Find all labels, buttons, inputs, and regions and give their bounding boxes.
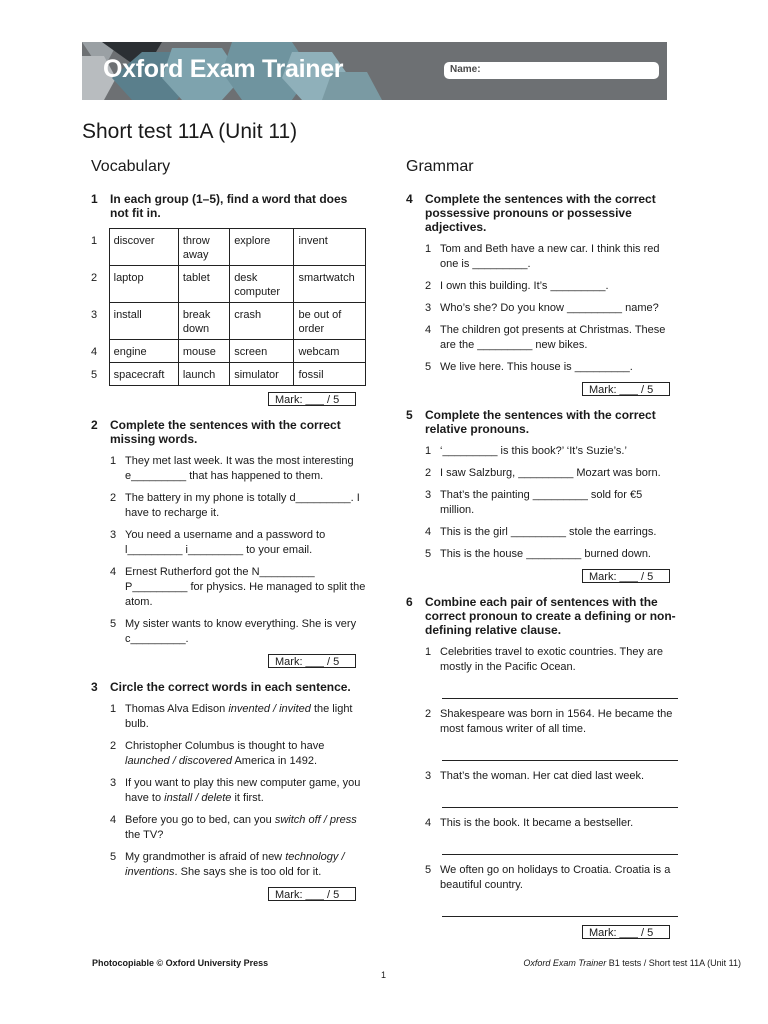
word-cell[interactable]: invent	[294, 229, 366, 266]
list-item	[110, 491, 366, 521]
row-number: 5	[91, 368, 98, 381]
item-number: 3	[110, 529, 117, 541]
item-number: 5	[425, 864, 432, 876]
word-cell[interactable]: break down	[178, 303, 229, 340]
item-number: 4	[425, 324, 432, 336]
footer-book-title: Oxford Exam Trainer	[523, 958, 607, 968]
list-item	[425, 488, 678, 518]
item-number: 3	[110, 777, 117, 789]
item-text: We live here. This house is _________.	[440, 361, 633, 373]
sentence-end: America in 1492.	[232, 755, 318, 767]
list-item	[425, 242, 678, 272]
item-number: 3	[425, 770, 432, 782]
answer-line[interactable]	[442, 682, 678, 699]
item-text	[125, 850, 366, 880]
vocabulary-column	[91, 158, 366, 913]
task-1-instruction	[91, 192, 366, 220]
item-text: The battery in my phone is totally d_________. I have to recharge it.	[125, 492, 360, 519]
brand-title: Oxford Exam Trainer	[103, 55, 344, 83]
task-2-items	[110, 454, 366, 647]
item-number: 5	[425, 361, 432, 373]
item-text: ‘_________ is this book?’ ‘It’s Suzie’s.’	[440, 445, 627, 457]
item-text: You need a username and a password to l_________ i_________ to your email.	[125, 529, 326, 556]
task-2-instruction	[91, 418, 366, 446]
answer-line[interactable]	[442, 838, 678, 855]
footer-copyright: Photocopiable © Oxford University Press	[92, 958, 269, 968]
list-item	[425, 444, 678, 459]
task-5-items	[425, 444, 678, 562]
word-cell[interactable]: simulator	[230, 363, 294, 386]
name-field[interactable]	[444, 62, 659, 79]
mark-box[interactable]: Mark: ___ / 5	[268, 392, 356, 406]
task-4-items	[425, 242, 678, 375]
name-label: Name:	[450, 64, 481, 75]
list-item	[425, 707, 678, 737]
task-text: Complete the sentences with the correct missing words.	[110, 418, 341, 446]
task-6-instruction	[406, 595, 678, 637]
item-text: Shakespeare was born in 1564. He became the most famous writer of all time.	[440, 708, 673, 735]
vocabulary-heading: Vocabulary	[91, 158, 171, 175]
task-text: In each group (1–5), find a word that does not fit in.	[110, 192, 348, 220]
list-item	[425, 863, 678, 893]
item-number: 4	[425, 526, 432, 538]
task-number: 6	[406, 595, 413, 609]
footer-test-info: B1 tests / Short test 11A (Unit 11)	[606, 958, 741, 968]
item-text: This is the girl _________ stole the earrings.	[440, 526, 657, 538]
list-item	[110, 528, 366, 558]
table-row	[91, 229, 366, 266]
item-number: 2	[110, 740, 117, 752]
item-number: 1	[425, 243, 432, 255]
sentence-start: Christopher Columbus is thought to have	[125, 740, 325, 752]
word-cell[interactable]: screen	[230, 340, 294, 363]
list-item	[110, 739, 366, 769]
task-3-items	[110, 702, 366, 880]
vocabulary-table	[91, 228, 366, 386]
item-text: That’s the painting _________ sold for €5 million.	[440, 489, 643, 516]
item-number: 2	[110, 492, 117, 504]
word-cell[interactable]: throw away	[178, 229, 229, 266]
item-text: Tom and Beth have a new car. I think this red one is _________.	[440, 243, 660, 270]
item-text	[125, 702, 366, 732]
word-cell[interactable]: webcam	[294, 340, 366, 363]
mark-box[interactable]: Mark: ___ / 5	[582, 925, 670, 939]
item-number: 4	[425, 817, 432, 829]
list-item	[110, 776, 366, 806]
word-choice[interactable]: switch off / press	[274, 814, 357, 826]
sentence-end: it first.	[231, 792, 264, 804]
sentence-start: My grandmother is afraid of new	[125, 851, 286, 863]
item-text: My sister wants to know everything. She is very c_________.	[125, 618, 357, 645]
word-cell[interactable]: smartwatch	[294, 266, 366, 303]
task-5-instruction	[406, 408, 678, 436]
item-number: 4	[110, 814, 117, 826]
item-number: 2	[425, 280, 432, 292]
grammar-column	[406, 158, 678, 951]
list-item	[425, 466, 678, 481]
task-number: 5	[406, 408, 413, 422]
item-number: 3	[425, 489, 432, 501]
item-number: 2	[425, 467, 432, 479]
item-text: This is the book. It became a bestseller.	[440, 817, 634, 829]
item-number: 3	[425, 302, 432, 314]
task-number: 3	[91, 680, 98, 694]
word-choice[interactable]: install / delete	[164, 792, 232, 804]
list-item	[425, 645, 678, 675]
answer-line[interactable]	[442, 744, 678, 761]
item-number: 4	[110, 566, 117, 578]
sentence-end: . She says she is too old for it.	[174, 866, 322, 878]
table-row	[91, 363, 366, 386]
sentence-start: Thomas Alva Edison	[125, 703, 229, 715]
list-item	[110, 813, 366, 843]
list-item	[110, 850, 366, 880]
word-cell[interactable]: desk computer	[230, 266, 294, 303]
word-choice[interactable]: launched / discovered	[125, 755, 233, 767]
list-item	[425, 769, 678, 784]
answer-line[interactable]	[442, 900, 678, 917]
item-text	[125, 739, 366, 769]
item-text: Celebrities travel to exotic countries. They are mostly in the Pacific Ocean.	[440, 646, 663, 673]
item-number: 1	[110, 703, 117, 715]
list-item	[425, 525, 678, 540]
word-cell[interactable]: launch	[178, 363, 229, 386]
item-number: 1	[110, 455, 117, 467]
table-row	[91, 266, 366, 303]
mark-box[interactable]: Mark: ___ / 5	[268, 654, 356, 668]
task-text: Combine each pair of sentences with the correct pronoun to create a defining or non-defining relative clause.	[425, 595, 676, 637]
list-item	[425, 547, 678, 562]
row-number: 1	[91, 234, 98, 247]
list-item	[110, 565, 366, 610]
task-6-items	[425, 645, 678, 917]
sentence-start: If you want to play this new computer game, you have to	[125, 777, 361, 804]
item-text: We often go on holidays to Croatia. Croatia is a beautiful country.	[440, 864, 671, 891]
footer-source	[523, 958, 741, 968]
mark-box[interactable]: Mark: ___ / 5	[582, 382, 670, 396]
word-cell[interactable]: explore	[230, 229, 294, 266]
item-number: 5	[110, 851, 117, 863]
list-item	[110, 702, 366, 732]
row-number: 3	[91, 308, 98, 321]
row-number: 4	[91, 345, 98, 358]
item-number: 1	[425, 445, 432, 457]
header-banner	[82, 42, 667, 100]
task-4-instruction	[406, 192, 678, 234]
item-number: 1	[425, 646, 432, 658]
item-text: I saw Salzburg, _________ Mozart was born.	[440, 467, 661, 479]
sentence-start: Before you go to bed, can you	[125, 814, 275, 826]
list-item	[425, 323, 678, 353]
word-cell[interactable]: laptop	[109, 266, 178, 303]
word-cell[interactable]: fossil	[294, 363, 366, 386]
task-3-instruction	[91, 680, 366, 694]
item-text: Who’s she? Do you know _________ name?	[440, 302, 659, 314]
mark-box[interactable]: Mark: ___ / 5	[268, 887, 356, 901]
item-text: They met last week. It was the most interesting e_________ that has happened to them.	[125, 455, 354, 482]
item-text: The children got presents at Christmas. These are the _________ new bikes.	[440, 324, 666, 351]
task-number: 1	[91, 192, 98, 206]
word-choice[interactable]: technology / inventions	[125, 851, 345, 878]
page-title: Short test 11A (Unit 11)	[82, 120, 298, 143]
item-text: Ernest Rutherford got the N_________ P_________ for physics. He managed to split the atom.	[125, 566, 366, 608]
row-number: 2	[91, 271, 98, 284]
word-cell[interactable]: install	[109, 303, 178, 340]
task-number: 2	[91, 418, 98, 432]
list-item	[425, 301, 678, 316]
item-text	[125, 813, 366, 843]
table-row	[91, 340, 366, 363]
item-text	[125, 776, 366, 806]
task-text: Complete the sentences with the correct possessive pronouns or possessive adjectives.	[425, 192, 656, 234]
list-item	[425, 816, 678, 831]
task-text: Complete the sentences with the correct relative pronouns.	[425, 408, 656, 436]
item-text: I own this building. It’s _________.	[440, 280, 609, 292]
item-text: This is the house _________ burned down.	[440, 548, 651, 560]
sentence-end: the TV?	[125, 829, 164, 841]
sentence-end: the light bulb.	[125, 703, 353, 730]
table-row	[91, 303, 366, 340]
list-item	[110, 454, 366, 484]
item-number: 5	[110, 618, 117, 630]
word-cell[interactable]: engine	[109, 340, 178, 363]
list-item	[425, 360, 678, 375]
word-cell[interactable]: spacecraft	[109, 363, 178, 386]
list-item	[425, 279, 678, 294]
grammar-heading: Grammar	[406, 158, 474, 175]
task-number: 4	[406, 192, 413, 206]
mark-box[interactable]: Mark: ___ / 5	[582, 569, 670, 583]
item-text: That’s the woman. Her cat died last week.	[440, 770, 645, 782]
page-number: 1	[381, 970, 387, 980]
item-number: 5	[425, 548, 432, 560]
answer-line[interactable]	[442, 791, 678, 808]
word-choice[interactable]: invented / invited	[228, 703, 311, 715]
word-cell[interactable]: discover	[109, 229, 178, 266]
word-cell[interactable]: mouse	[178, 340, 229, 363]
task-text: Circle the correct words in each sentence.	[110, 680, 351, 694]
item-number: 2	[425, 708, 432, 720]
word-cell[interactable]: tablet	[178, 266, 229, 303]
list-item	[110, 617, 366, 647]
word-cell[interactable]: crash	[230, 303, 294, 340]
word-cell[interactable]: be out of order	[294, 303, 366, 340]
